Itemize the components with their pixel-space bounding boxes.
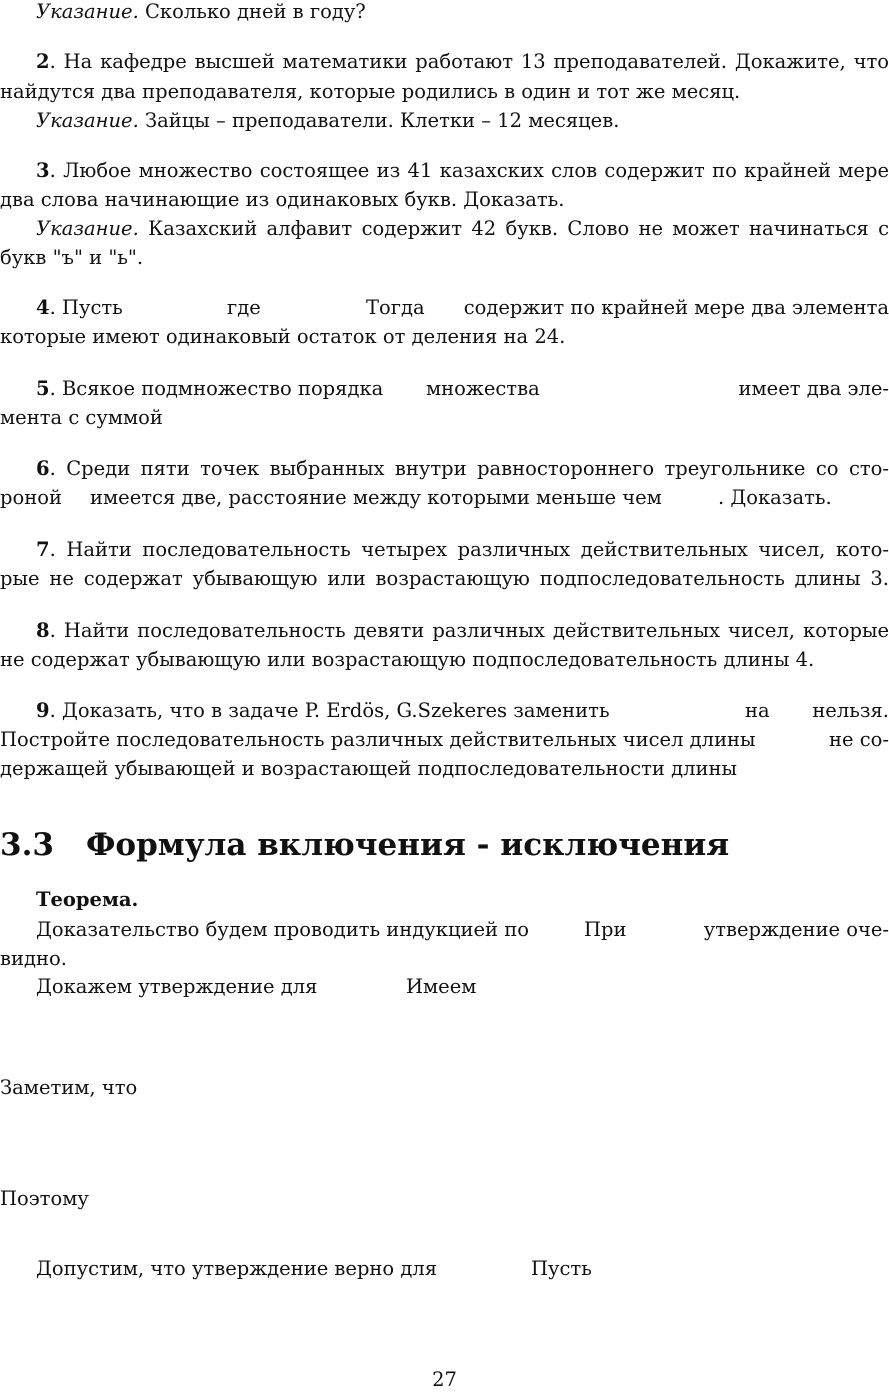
problem-text: . Найти последовательность девяти различных действительных чисел, которые — [49, 619, 889, 642]
problem-text: . Найти последовательность четырех различных действительных чисел, кото- — [49, 538, 889, 561]
problem-3-line-1 — [36, 159, 889, 183]
hint-label: Указание. — [36, 0, 139, 23]
problem-text: . Всякое подмножество порядка — [49, 377, 384, 400]
hint-text: Сколько дней в году? — [144, 0, 366, 23]
problem-9-cannot: нельзя. — [812, 699, 889, 722]
proof-intro: Доказательство будем проводить индукцией по — [36, 918, 529, 941]
problem-4-lead — [36, 296, 123, 320]
problem-9-on: на — [745, 699, 770, 722]
problem-text: . Любое множество состоящее из 41 казахских слов содержит по крайней мере — [49, 159, 889, 182]
problem-1-hint — [36, 0, 366, 24]
problem-text: . На кафедре высшей математики работают 13 преподавателей. Докажите, что — [49, 50, 889, 73]
problem-4-contains: содержит по крайней мере два элемента — [463, 296, 889, 319]
problem-4-then: Тогда — [366, 296, 425, 319]
problem-number: 3 — [36, 159, 50, 182]
problem-number: 8 — [36, 619, 50, 642]
problem-6-side: роной — [0, 486, 62, 509]
proof-line-2: видно. — [0, 947, 67, 970]
section-heading — [0, 826, 729, 864]
problem-9-lead — [36, 699, 610, 723]
problem-5-has: имеет два эле- — [738, 377, 889, 400]
problem-text: . Пусть — [49, 296, 123, 319]
problem-2-line-2: найдутся два преподавателя, которые родились в один и тот же месяц. — [0, 80, 741, 103]
therefore: Поэтому — [0, 1187, 89, 1210]
hint-label: Указание. — [36, 217, 139, 240]
note-that: Заметим, что — [0, 1076, 138, 1099]
problem-9-construct: Постройте последовательность различных действительных чисел длины — [0, 728, 756, 751]
problem-number: 2 — [36, 50, 50, 73]
proof-when: При — [584, 918, 627, 941]
problem-2-line-1 — [36, 50, 889, 74]
problem-5-lead — [36, 377, 383, 401]
problem-7-line-2: рые не содержат убывающую или возрастающую подпоследовательность длины 3. — [0, 567, 889, 590]
problem-3-line-2: два слова начинающие из одинаковых букв. Доказать. — [0, 188, 565, 211]
problem-6-line-1 — [36, 457, 889, 481]
problem-4-line-2: которые имеют одинаковый остаток от деления на 24. — [0, 325, 566, 348]
problem-3-hint-line-1 — [36, 217, 889, 241]
section-number: 3.3 — [0, 827, 54, 863]
problem-4-where: где — [227, 296, 261, 319]
problem-number: 6 — [36, 457, 50, 480]
prove-for: Докажем утверждение для — [36, 975, 318, 998]
problem-7-line-1 — [36, 538, 889, 562]
assume: Допустим, что утверждение верно для — [36, 1257, 438, 1280]
problem-3-hint-line-2: букв "ъ" и "ь". — [0, 246, 144, 269]
page-number: 27 — [432, 1368, 457, 1391]
hint-text: Зайцы – преподаватели. Клетки – 12 месяцев. — [144, 109, 620, 132]
problem-number: 9 — [36, 699, 50, 722]
hint-label: Указание. — [36, 109, 139, 132]
problem-text: . Среди пяти точек выбранных внутри равностороннего треугольнике со сто- — [49, 457, 889, 480]
proof-obvious: утверждение оче- — [703, 918, 889, 941]
problem-5-set: множества — [426, 377, 540, 400]
problem-6-distance: имеется две, расстояние между которыми меньше чем — [90, 486, 662, 509]
hint-text: Казахский алфавит содержит 42 букв. Слово не может начинаться с — [148, 217, 889, 240]
problem-text: . Доказать, что в задаче P. Erdös, G.Szekeres заменить — [49, 699, 610, 722]
theorem-label: Теорема. — [36, 888, 139, 911]
problem-8-line-1 — [36, 619, 889, 643]
we-have: Имеем — [406, 975, 477, 998]
problem-9-line-3: держащей убывающей и возрастающей подпоследовательности длины — [0, 757, 738, 780]
problem-number: 5 — [36, 377, 50, 400]
problem-number: 7 — [36, 538, 50, 561]
section-title: Формула включения - исключения — [86, 827, 730, 863]
problem-9-not-containing: не со- — [829, 728, 889, 751]
problem-5-line-2: мента с суммой — [0, 406, 163, 429]
problem-number: 4 — [36, 296, 50, 319]
problem-2-hint — [36, 109, 619, 133]
problem-6-prove: . Доказать. — [718, 486, 832, 509]
let: Пусть — [531, 1257, 592, 1280]
problem-8-line-2: не содержат убывающую или возрастающую подпоследовательность длины 4. — [0, 648, 815, 671]
